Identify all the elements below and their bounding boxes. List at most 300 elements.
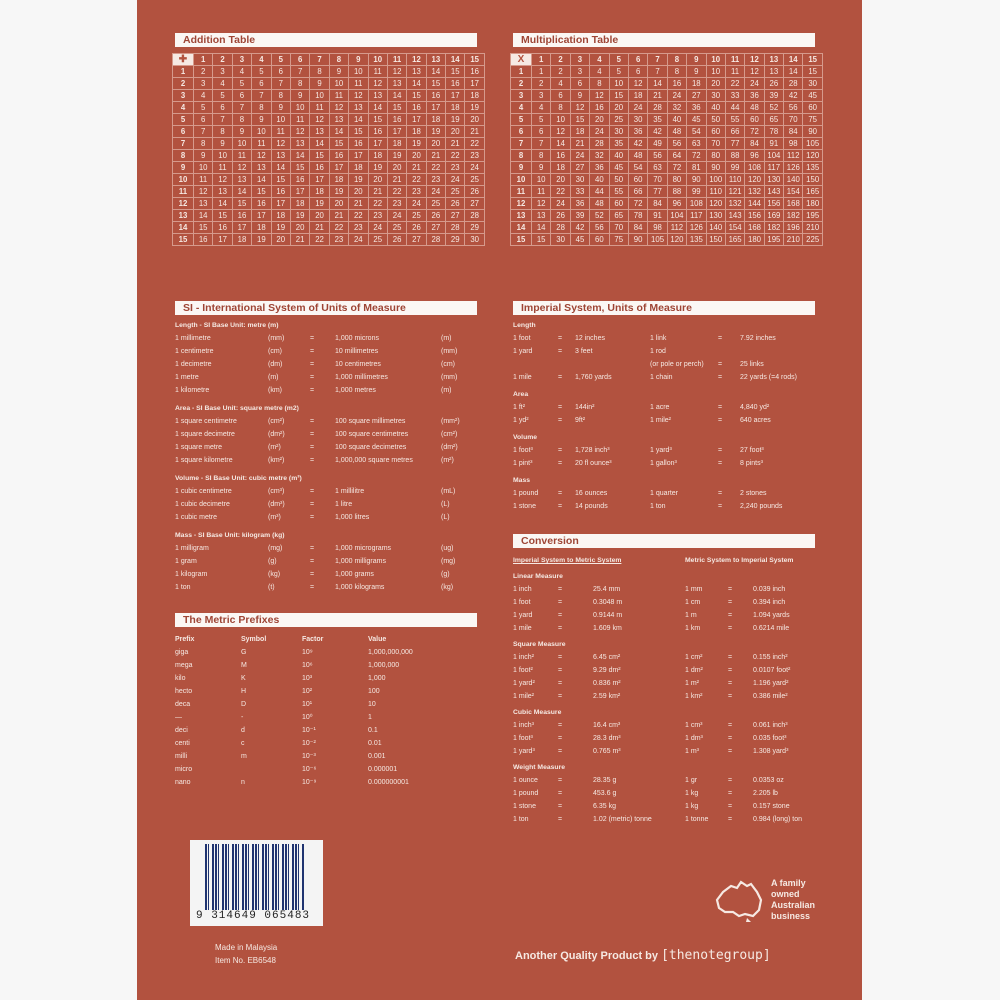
imperial-cell: 1 mile <box>513 374 532 381</box>
multiplication-cell: 42 <box>784 90 803 102</box>
conversion-cell: 1.609 km <box>593 625 622 632</box>
addition-cell: 25 <box>426 198 445 210</box>
multiplication-cell: 5 <box>532 114 551 126</box>
addition-row <box>173 150 485 162</box>
imperial-cell: 1 gallon³ <box>650 460 677 467</box>
addition-column-header: 11 <box>387 54 406 66</box>
multiplication-cell: 26 <box>764 78 783 90</box>
si-cell: = <box>310 488 315 495</box>
addition-cell: 14 <box>310 138 329 150</box>
imperial-cell: = <box>558 348 563 355</box>
si-cell: 1 kilogram <box>175 571 208 578</box>
si-cell: = <box>310 348 315 355</box>
addition-cell: 8 <box>271 90 290 102</box>
conversion-cell: 1.308 yard³ <box>753 748 789 755</box>
imperial-cell: = <box>718 361 723 368</box>
multiplication-cell: 108 <box>745 162 764 174</box>
addition-cell: 24 <box>387 210 406 222</box>
prefix-row <box>175 698 475 711</box>
si-cell: = <box>310 361 315 368</box>
addition-cell: 21 <box>465 126 484 138</box>
addition-cell: 12 <box>349 90 368 102</box>
si-cell: = <box>310 571 315 578</box>
si-cell: (kg) <box>441 584 454 591</box>
addition-table <box>172 53 485 246</box>
multiplication-cell: 39 <box>764 90 783 102</box>
si-cell: 1 square metre <box>175 444 223 451</box>
multiplication-cell: 11 <box>725 66 744 78</box>
conversion-cell: 0.061 inch³ <box>753 722 788 729</box>
brand-logo: [thenotegroup] <box>661 948 771 963</box>
conversion-cell: 1 m² <box>685 680 699 687</box>
addition-cell: 29 <box>446 234 465 246</box>
si-cell: 1,000 metres <box>335 387 376 394</box>
conversion-cell: = <box>728 722 733 729</box>
imperial-cell: 1 quarter <box>650 490 679 497</box>
multiplication-column-header: 13 <box>764 54 783 66</box>
addition-cell: 11 <box>232 150 251 162</box>
multiplication-cell: 4 <box>532 102 551 114</box>
multiplication-cell: 169 <box>764 210 783 222</box>
prefix-cell: 0.000000001 <box>368 779 409 786</box>
conversion-cell: = <box>728 625 733 632</box>
multiplication-cell: 18 <box>628 90 647 102</box>
imperial-cell: 20 fl ounce³ <box>575 460 612 467</box>
multiplication-cell: 84 <box>745 138 764 150</box>
conversion-cell: 2.205 lb <box>753 790 778 797</box>
multiplication-cell: 6 <box>570 78 589 90</box>
multiplication-cell: 60 <box>590 234 609 246</box>
addition-cell: 16 <box>465 66 484 78</box>
conversion-heading-row <box>513 554 813 567</box>
addition-cell: 12 <box>310 114 329 126</box>
si-cell: 1 cubic metre <box>175 514 218 521</box>
addition-row <box>173 90 485 102</box>
conversion-cell: 0.765 m³ <box>593 748 621 755</box>
multiplication-cell: 112 <box>784 150 803 162</box>
prefix-cell: 10¹ <box>302 701 313 708</box>
addition-cell: 5 <box>194 102 213 114</box>
multiplication-cell: 48 <box>667 126 686 138</box>
addition-cell: 22 <box>329 222 348 234</box>
addition-cell: 12 <box>194 186 213 198</box>
addition-column-header: 1 <box>194 54 213 66</box>
multiplication-cell: 5 <box>609 66 628 78</box>
multiplication-row-header: 2 <box>511 78 532 90</box>
addition-cell: 15 <box>368 114 387 126</box>
multiplication-cell: 104 <box>764 150 783 162</box>
multiplication-cell: 33 <box>570 186 589 198</box>
si-cell: 1,000 milligrams <box>335 558 386 565</box>
imperial-cell: = <box>718 503 723 510</box>
addition-cell: 25 <box>446 186 465 198</box>
addition-cell: 13 <box>310 126 329 138</box>
addition-cell: 16 <box>232 210 251 222</box>
imperial-row <box>513 358 813 371</box>
addition-cell: 27 <box>407 234 426 246</box>
addition-cell: 7 <box>290 66 309 78</box>
multiplication-cell: 14 <box>784 66 803 78</box>
multiplication-column-header: 12 <box>745 54 764 66</box>
multiplication-cell: 60 <box>803 102 822 114</box>
addition-cell: 8 <box>232 114 251 126</box>
conversion-group-heading: Weight Measure <box>513 764 565 771</box>
multiplication-cell: 60 <box>628 174 647 186</box>
conversion-group-heading: Cubic Measure <box>513 709 562 716</box>
multiplication-cell: 56 <box>590 222 609 234</box>
imperial-row <box>513 487 813 500</box>
multiplication-cell: 55 <box>609 186 628 198</box>
multiplication-cell: 156 <box>764 198 783 210</box>
prefix-cell: 10⁻⁹ <box>302 779 317 786</box>
addition-cell: 21 <box>407 162 426 174</box>
si-cell: 100 square centimetres <box>335 431 409 438</box>
conversion-cell: 1 gr <box>685 777 698 784</box>
multiplication-row <box>511 210 823 222</box>
multiplication-cell: 30 <box>551 234 570 246</box>
addition-row-header: 13 <box>173 210 194 222</box>
addition-row-header: 6 <box>173 126 194 138</box>
addition-cell: 30 <box>465 234 484 246</box>
si-cell: 1,000 litres <box>335 514 370 521</box>
conversion-cell: 1 yard³ <box>513 748 535 755</box>
multiplication-cell: 96 <box>745 150 764 162</box>
conversion-group-heading: Linear Measure <box>513 573 563 580</box>
multiplication-cell: 48 <box>628 150 647 162</box>
addition-cell: 16 <box>310 162 329 174</box>
multiplication-cell: 24 <box>590 126 609 138</box>
addition-cell: 20 <box>329 198 348 210</box>
addition-row <box>173 234 485 246</box>
imperial-group-heading: Volume <box>513 434 538 441</box>
multiplication-cell: 28 <box>648 102 667 114</box>
addition-cell: 11 <box>213 162 232 174</box>
conversion-cell: = <box>558 816 563 823</box>
multiplication-cell: 20 <box>590 114 609 126</box>
multiplication-cell: 63 <box>687 138 706 150</box>
conversion-cell: 0.035 foot³ <box>753 735 787 742</box>
si-cell: (cm²) <box>441 431 458 438</box>
si-cell: 1 cubic centimetre <box>175 488 232 495</box>
conversion-cell: 1 yard <box>513 612 533 619</box>
barcode-bars <box>205 844 305 910</box>
multiplication-cell: 168 <box>784 198 803 210</box>
prefix-cell: 10⁶ <box>302 662 313 669</box>
conversion-cell: = <box>728 654 733 661</box>
addition-cell: 28 <box>446 222 465 234</box>
multiplication-row-header: 9 <box>511 162 532 174</box>
multiplication-cell: 24 <box>667 90 686 102</box>
multiplication-cell: 120 <box>745 174 764 186</box>
multiplication-cell: 9 <box>532 162 551 174</box>
conversion-cell: 0.386 mile² <box>753 693 788 700</box>
addition-cell: 15 <box>329 138 348 150</box>
si-row <box>175 568 475 581</box>
multiplication-cell: 7 <box>532 138 551 150</box>
prefix-cell: G <box>241 649 247 656</box>
multiplication-cell: 30 <box>706 90 725 102</box>
conversion-cell: = <box>558 722 563 729</box>
addition-column-header: 12 <box>407 54 426 66</box>
conversion-cell: 0.836 m² <box>593 680 621 687</box>
conversion-row <box>513 774 813 787</box>
multiplication-row <box>511 186 823 198</box>
addition-cell: 17 <box>349 150 368 162</box>
addition-cell: 21 <box>310 222 329 234</box>
addition-column-header: 15 <box>465 54 484 66</box>
multiplication-cell: 36 <box>570 198 589 210</box>
prefix-cell: 10³ <box>302 675 313 682</box>
conversion-cell: = <box>558 654 563 661</box>
multiplication-cell: 15 <box>570 114 589 126</box>
addition-cell: 25 <box>407 210 426 222</box>
si-cell: (dm³) <box>268 501 285 508</box>
prefixes-column-header: Value <box>368 636 387 643</box>
conversion-row <box>513 800 813 813</box>
multiplication-cell: 105 <box>803 138 822 150</box>
multiplication-row <box>511 102 823 114</box>
conversion-cell: 0.6214 mile <box>753 625 790 632</box>
si-cell: 100 square decimetres <box>335 444 407 451</box>
imperial-cell: = <box>558 374 563 381</box>
prefix-row <box>175 776 475 789</box>
addition-cell: 23 <box>368 210 387 222</box>
addition-cell: 3 <box>213 66 232 78</box>
multiplication-cell: 126 <box>687 222 706 234</box>
multiplication-cell: 12 <box>570 102 589 114</box>
addition-cell: 26 <box>387 234 406 246</box>
multiplication-cell: 50 <box>706 114 725 126</box>
conversion-cell: = <box>728 790 733 797</box>
conversion-cell: = <box>728 816 733 823</box>
imperial-cell: 1 yd² <box>513 417 529 424</box>
si-cell: 1 litre <box>335 501 353 508</box>
addition-cell: 22 <box>426 162 445 174</box>
si-cell: 1 decimetre <box>175 361 212 368</box>
multiplication-cell: 2 <box>532 78 551 90</box>
imperial-cell: = <box>558 460 563 467</box>
multiplication-cell: 225 <box>803 234 822 246</box>
multiplication-row-header: 11 <box>511 186 532 198</box>
prefix-cell: 0.1 <box>368 727 378 734</box>
prefix-cell: giga <box>175 649 189 656</box>
multiplication-cell: 6 <box>551 90 570 102</box>
conversion-cell: 16.4 cm³ <box>593 722 621 729</box>
si-cell: (L) <box>441 514 450 521</box>
si-cell: (dm²) <box>268 431 285 438</box>
conversion-cell: 1 yard² <box>513 680 535 687</box>
addition-row-header: 14 <box>173 222 194 234</box>
addition-cell: 20 <box>387 162 406 174</box>
multiplication-row-header: 6 <box>511 126 532 138</box>
imperial-cell: 1 yard <box>513 348 533 355</box>
addition-cell: 13 <box>349 102 368 114</box>
addition-cell: 18 <box>407 126 426 138</box>
multiplication-cell: 44 <box>590 186 609 198</box>
addition-cell: 7 <box>271 78 290 90</box>
addition-cell: 20 <box>465 114 484 126</box>
conversion-cell: 2.59 km² <box>593 693 621 700</box>
prefix-cell: micro <box>175 766 193 773</box>
si-cell: 1 metre <box>175 374 199 381</box>
si-cell: (mm²) <box>441 418 460 425</box>
multiplication-cell: 108 <box>687 198 706 210</box>
conversion-cell: = <box>728 735 733 742</box>
addition-cell: 14 <box>426 66 445 78</box>
multiplication-cell: 18 <box>570 126 589 138</box>
prefix-cell: m <box>241 753 247 760</box>
multiplication-cell: 56 <box>648 150 667 162</box>
addition-cell: 27 <box>446 210 465 222</box>
addition-cell: 15 <box>426 78 445 90</box>
multiplication-cell: 165 <box>725 234 744 246</box>
addition-cell: 13 <box>194 198 213 210</box>
addition-cell: 18 <box>387 138 406 150</box>
addition-cell: 19 <box>310 198 329 210</box>
si-row <box>175 485 475 498</box>
imperial-group-heading: Mass <box>513 477 531 484</box>
addition-cell: 11 <box>252 138 271 150</box>
multiplication-cell: 182 <box>784 210 803 222</box>
addition-cell: 10 <box>232 138 251 150</box>
multiplication-row-header: 8 <box>511 150 532 162</box>
multiplication-cell: 75 <box>803 114 822 126</box>
multiplication-cell: 88 <box>667 186 686 198</box>
addition-cell: 14 <box>407 78 426 90</box>
conversion-cell: 9.29 dm² <box>593 667 621 674</box>
imperial-cell: 1 chain <box>650 374 673 381</box>
conversion-cell: 0.0107 foot² <box>753 667 791 674</box>
imperial-row <box>513 371 813 384</box>
addition-cell: 21 <box>426 150 445 162</box>
conversion-cell: 1 mm <box>685 586 703 593</box>
addition-column-header: 2 <box>213 54 232 66</box>
multiplication-cell: 27 <box>687 90 706 102</box>
multiplication-cell: 45 <box>687 114 706 126</box>
addition-cell: 21 <box>387 174 406 186</box>
addition-cell: 24 <box>465 162 484 174</box>
conversion-cell: = <box>728 693 733 700</box>
addition-cell: 9 <box>213 138 232 150</box>
conversion-cell: 1 m <box>685 612 697 619</box>
multiplication-column-header: 3 <box>570 54 589 66</box>
addition-cell: 16 <box>329 150 348 162</box>
addition-cell: 16 <box>194 234 213 246</box>
multiplication-cell: 28 <box>784 78 803 90</box>
conversion-cell: = <box>558 693 563 700</box>
multiplication-cell: 3 <box>532 90 551 102</box>
multiplication-cell: 90 <box>803 126 822 138</box>
addition-cell: 15 <box>290 162 309 174</box>
prefixes-header-row <box>175 633 475 646</box>
addition-cell: 25 <box>387 222 406 234</box>
conversion-cell: = <box>728 612 733 619</box>
multiplication-cell: 168 <box>745 222 764 234</box>
si-cell: 1,000 grams <box>335 571 374 578</box>
multiplication-cell: 84 <box>648 198 667 210</box>
multiplication-cell: 88 <box>725 150 744 162</box>
addition-cell: 23 <box>446 162 465 174</box>
addition-cell: 24 <box>446 174 465 186</box>
prefixes-title: The Metric Prefixes <box>175 613 477 627</box>
imperial-cell: 1 yard³ <box>650 447 672 454</box>
multiplication-cell: 10 <box>609 78 628 90</box>
multiplication-cell: 66 <box>628 186 647 198</box>
addition-row <box>173 222 485 234</box>
si-cell: 1,000 micrograms <box>335 545 392 552</box>
addition-cell: 13 <box>232 174 251 186</box>
prefix-row <box>175 685 475 698</box>
multiplication-cell: 90 <box>687 174 706 186</box>
multiplication-column-header: 4 <box>590 54 609 66</box>
multiplication-cell: 70 <box>609 222 628 234</box>
addition-cell: 13 <box>329 114 348 126</box>
imperial-cell: 4,840 yd² <box>740 404 770 411</box>
footer-text: Another Quality Product by <box>515 950 659 962</box>
conversion-cell: 1 mile² <box>513 693 535 700</box>
multiplication-cell: 30 <box>570 174 589 186</box>
multiplication-cell: 32 <box>667 102 686 114</box>
multiplication-column-header: 7 <box>648 54 667 66</box>
addition-cell: 14 <box>271 162 290 174</box>
multiplication-cell: 90 <box>706 162 725 174</box>
multiplication-cell: 28 <box>590 138 609 150</box>
multiplication-column-header: 9 <box>687 54 706 66</box>
addition-cell: 16 <box>368 126 387 138</box>
si-cell: 1 ton <box>175 584 191 591</box>
imperial-cell: 1 ft² <box>513 404 526 411</box>
conversion-cell: 1 stone <box>513 803 536 810</box>
addition-cell: 18 <box>465 90 484 102</box>
imperial-cell: 14 pounds <box>575 503 608 510</box>
multiplication-cell: 80 <box>667 174 686 186</box>
addition-cell: 15 <box>252 186 271 198</box>
addition-cell: 20 <box>368 174 387 186</box>
multiplication-cell: 12 <box>532 198 551 210</box>
multiplication-cell: 39 <box>570 210 589 222</box>
addition-cell: 12 <box>232 162 251 174</box>
multiplication-cell: 3 <box>570 66 589 78</box>
imperial-cell: 16 ounces <box>575 490 608 497</box>
imperial-cell: 1 foot³ <box>513 447 533 454</box>
prefix-cell: - <box>241 714 244 721</box>
multiplication-cell: 56 <box>667 138 686 150</box>
addition-column-header: 4 <box>252 54 271 66</box>
imperial-cell: 2,240 pounds <box>740 503 783 510</box>
si-cell: (m) <box>441 387 452 394</box>
si-cell: (L) <box>441 501 450 508</box>
prefixes-column-header: Factor <box>302 636 324 643</box>
si-cell: 1 centimetre <box>175 348 214 355</box>
addition-cell: 12 <box>271 138 290 150</box>
prefix-cell: 1 <box>368 714 372 721</box>
conversion-row <box>513 732 813 745</box>
multiplication-cell: 22 <box>551 186 570 198</box>
prefix-cell: 10⁻³ <box>302 753 316 760</box>
addition-row <box>173 126 485 138</box>
addition-cell: 22 <box>368 198 387 210</box>
si-cell: (dm) <box>268 361 283 368</box>
addition-cell: 22 <box>349 210 368 222</box>
addition-cell: 10 <box>349 66 368 78</box>
prefix-cell: nano <box>175 779 191 786</box>
conversion-row <box>513 651 813 664</box>
multiplication-cell: 36 <box>745 90 764 102</box>
addition-title: Addition Table <box>175 33 477 47</box>
footer-tagline <box>515 948 771 963</box>
conversion-cell: = <box>558 748 563 755</box>
addition-column-header: 10 <box>368 54 387 66</box>
